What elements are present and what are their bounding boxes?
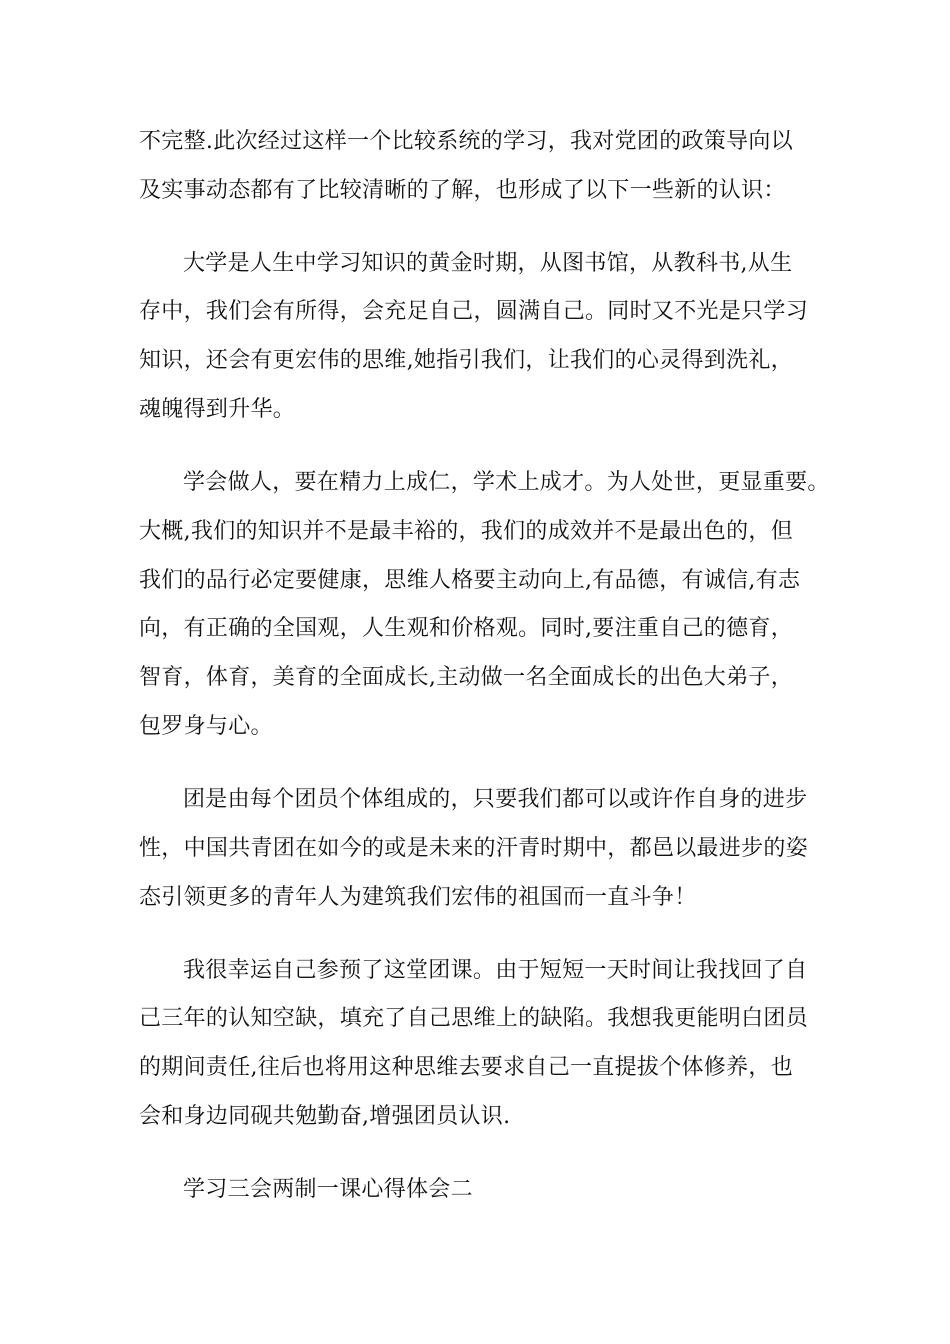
text-line: 智育，体育，美育的全面成长,主动做一名全面成长的出色大弟子， [139,665,793,690]
text-line: 我们的品行必定要健康，思维人格要主动向上,有品德，有诚信,有志 [139,568,801,593]
text-line: 知识，还会有更宏伟的思维,她指引我们，让我们的心灵得到洗礼， [139,348,793,373]
text-line: 魂魄得到升华。 [139,397,296,422]
text-line: 的期间责任,往后也将用这种思维去要求自己一直提拔个体修养，也 [139,1055,793,1080]
text-line: 态引领更多的青年人为建筑我们宏伟的祖国而一直斗争！ [139,885,697,910]
text-line: 包罗身与心。 [139,714,273,739]
paragraph-first-line: 我很幸运自己参预了这堂团课。由于短短一天时间让我找回了自 [183,958,808,983]
section-heading: 学习三会两制一课心得体会二 [183,1177,473,1202]
text-line: 己三年的认知空缺，填充了自己思维上的缺陷。我想我更能明白团员 [139,1006,809,1031]
text-line: 存中，我们会有所得，会充足自己，圆满自己。同时又不光是只学习 [139,299,809,324]
text-line: 会和身边同砚共勉勤奋,增强团员认识. [139,1104,511,1129]
text-line: 及实事动态都有了比较清晰的了解，也形成了以下一些新的认识： [139,178,786,203]
text-line: 向，有正确的全国观，人生观和价格观。同时,要注重自己的德育， [139,616,793,641]
paragraph-first-line: 大学是人生中学习知识的黄金时期，从图书馆，从教科书,从生 [183,251,793,276]
text-line: 不完整.此次经过这样一个比较系统的学习，我对党团的政策导向以 [139,129,793,154]
text-line: 性，中国共青团在如今的或是未来的汗青时期中，都邑以最进步的姿 [139,836,809,861]
paragraph-first-line: 团是由每个团员个体组成的，只要我们都可以或许作自身的进步 [183,787,808,812]
text-line: 大概,我们的知识并不是最丰裕的，我们的成效并不是最出色的，但 [139,519,793,544]
paragraph-first-line: 学会做人，要在精力上成仁，学术上成才。为人处世，更显重要。 [183,470,830,495]
